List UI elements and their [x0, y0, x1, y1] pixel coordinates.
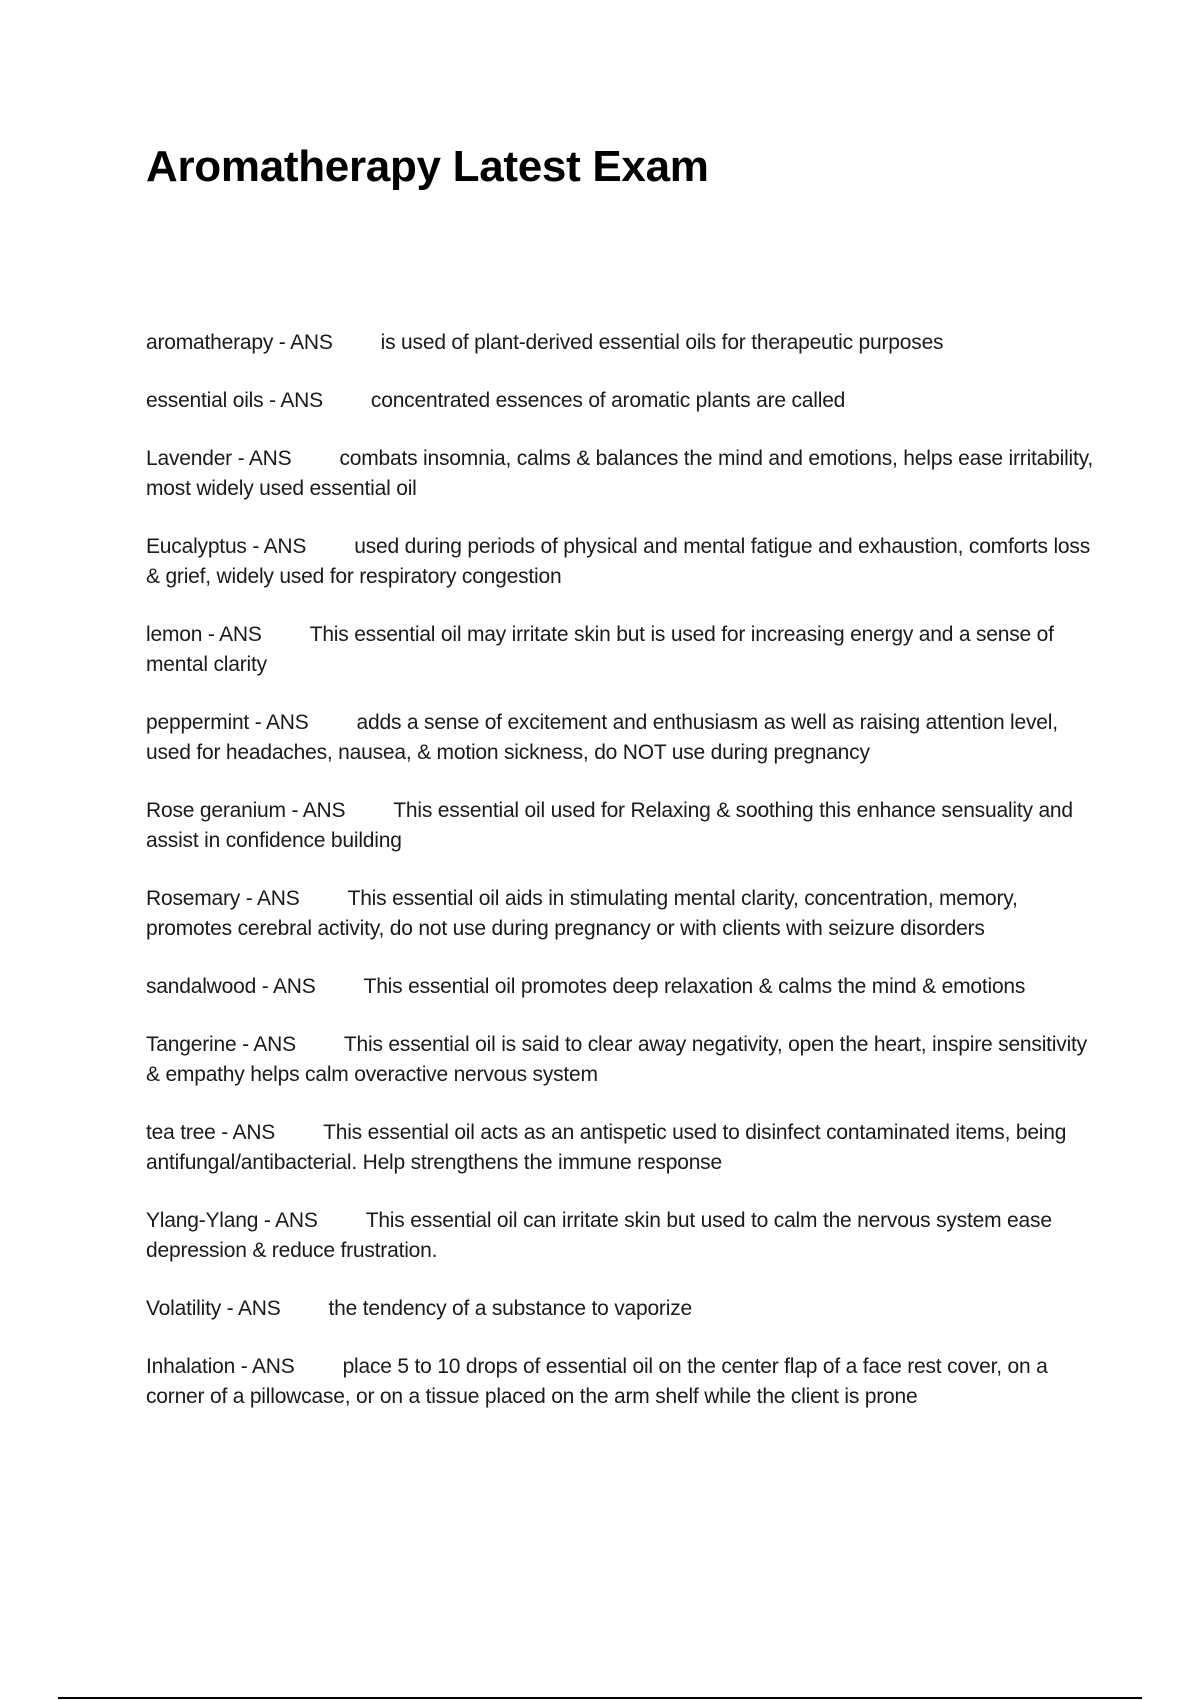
qa-answer: This essential oil aids in stimulating mental clarity, concentration, memory, promotes cerebral activity, do not use during pregnancy or with clients with seizure disorders — [146, 887, 1018, 940]
qa-term: Ylang-Ylang - ANS — [146, 1209, 318, 1232]
qa-answer: This essential oil used for Relaxing & soothing this enhance sensuality and assist in confidence building — [146, 799, 1073, 852]
qa-term: tea tree - ANS — [146, 1121, 276, 1144]
qa-item-tea-tree — [146, 1118, 1096, 1178]
qa-term: Rose geranium - ANS — [146, 799, 346, 822]
qa-item-tangerine — [146, 1030, 1096, 1090]
qa-list — [146, 328, 1096, 1440]
qa-item-lavender — [146, 444, 1096, 504]
qa-item-eucalyptus — [146, 532, 1096, 592]
qa-term: Lavender - ANS — [146, 447, 292, 470]
qa-term: aromatherapy - ANS — [146, 331, 333, 354]
qa-answer: used during periods of physical and mental fatigue and exhaustion, comforts loss & grief, widely used for respiratory congestion — [146, 535, 1090, 588]
qa-item-volatility — [146, 1294, 1096, 1324]
qa-item-sandalwood — [146, 972, 1096, 1002]
qa-term: Inhalation - ANS — [146, 1355, 295, 1378]
qa-item-essential-oils — [146, 386, 1096, 416]
footer-divider — [58, 1697, 1142, 1699]
qa-item-aromatherapy — [146, 328, 1096, 358]
qa-term: lemon - ANS — [146, 623, 262, 646]
qa-term: Eucalyptus - ANS — [146, 535, 307, 558]
qa-item-peppermint — [146, 708, 1096, 768]
qa-item-rosemary — [146, 884, 1096, 944]
qa-answer: combats insomnia, calms & balances the mind and emotions, helps ease irritability, most widely used essential oil — [146, 447, 1094, 500]
qa-term: Rosemary - ANS — [146, 887, 300, 910]
qa-item-lemon — [146, 620, 1096, 680]
qa-answer: place 5 to 10 drops of essential oil on the center flap of a face rest cover, on a corner of a pillowcase, or on a tissue placed on the arm shelf while the client is prone — [146, 1355, 1048, 1408]
qa-term: peppermint - ANS — [146, 711, 309, 734]
qa-answer: is used of plant-derived essential oils for therapeutic purposes — [380, 331, 944, 354]
qa-item-inhalation — [146, 1352, 1096, 1412]
qa-item-rose-geranium — [146, 796, 1096, 856]
qa-term: Volatility - ANS — [146, 1297, 281, 1320]
qa-answer: the tendency of a substance to vaporize — [328, 1297, 692, 1320]
page-title: Aromatherapy Latest Exam — [146, 142, 709, 191]
qa-item-ylang-ylang — [146, 1206, 1096, 1266]
qa-answer: This essential oil may irritate skin but is used for increasing energy and a sense of mental clarity — [146, 623, 1054, 676]
qa-answer: concentrated essences of aromatic plants are called — [370, 389, 846, 412]
qa-term: essential oils - ANS — [146, 389, 323, 412]
qa-answer: This essential oil promotes deep relaxation & calms the mind & emotions — [363, 975, 1026, 998]
qa-answer: adds a sense of excitement and enthusiasm as well as raising attention level, used for headaches, nausea, & motion sickness, do NOT use during pregnancy — [146, 711, 1058, 764]
qa-answer: This essential oil acts as an antispetic used to disinfect contaminated items, being antifungal/antibacterial. Help strengthens the immune response — [146, 1121, 1067, 1174]
qa-answer: This essential oil can irritate skin but used to calm the nervous system ease depression & reduce frustration. — [146, 1209, 1052, 1262]
qa-answer: This essential oil is said to clear away negativity, open the heart, inspire sensitivity & empathy helps calm overactive nervous system — [146, 1033, 1087, 1086]
qa-term: Tangerine - ANS — [146, 1033, 296, 1056]
qa-term: sandalwood - ANS — [146, 975, 316, 998]
